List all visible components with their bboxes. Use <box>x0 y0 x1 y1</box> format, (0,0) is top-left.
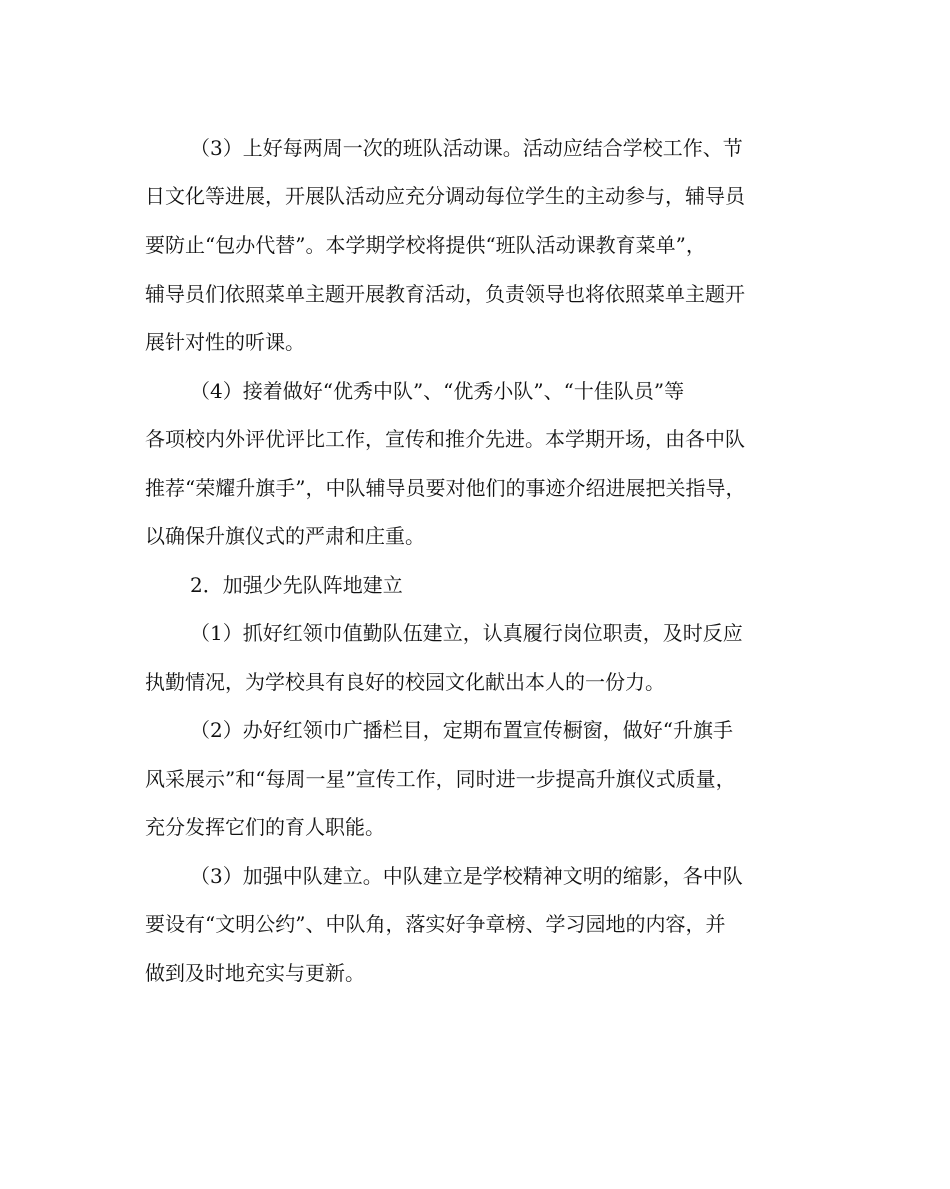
text-line: 要设有“文明公约”、中队角，落实好争章榜、学习园地的内容，并 <box>145 912 726 936</box>
text-line: （3）上好每两周一次的班队活动课。活动应结合学校工作、节 <box>190 136 743 160</box>
text-line: 要防止“包办代替”。本学期学校将提供“班队活动课教育菜单”， <box>145 233 706 257</box>
text-line: 充分发挥它们的育人职能。 <box>145 815 385 839</box>
text-line: 推荐“荣耀升旗手”，中队辅导员要对他们的事迹介绍进展把关指导， <box>145 476 746 500</box>
text-line: 做到及时地充实与更新。 <box>145 961 365 985</box>
text-line: （2）办好红领巾广播栏目，定期布置宣传橱窗，做好“升旗手 <box>190 718 733 742</box>
text-line: 日文化等进展，开展队活动应充分调动每位学生的主动参与，辅导员 <box>145 184 745 208</box>
text-line: 辅导员们依照菜单主题开展教育活动，负责领导也将依照菜单主题开 <box>145 282 745 306</box>
text-line: （4）接着做好“优秀中队”、“优秀小队”、“十佳队员”等 <box>190 379 685 403</box>
section-heading: 2．加强少先队阵地建立 <box>190 573 403 597</box>
text-line: 以确保升旗仪式的严肃和庄重。 <box>145 524 425 548</box>
text-line: （1）抓好红领巾值勤队伍建立，认真履行岗位职责，及时反应 <box>190 621 743 645</box>
text-line: 各项校内外评优评比工作，宣传和推介先进。本学期开场，由各中队 <box>145 427 745 451</box>
text-line: （3）加强中队建立。中队建立是学校精神文明的缩影，各中队 <box>190 864 743 888</box>
text-line: 展针对性的听课。 <box>145 330 305 354</box>
text-line: 执勤情况，为学校具有良好的校园文化献出本人的一份力。 <box>145 670 665 694</box>
text-line: 风采展示”和“每周一星”宣传工作，同时进一步提高升旗仪式质量， <box>145 767 736 791</box>
